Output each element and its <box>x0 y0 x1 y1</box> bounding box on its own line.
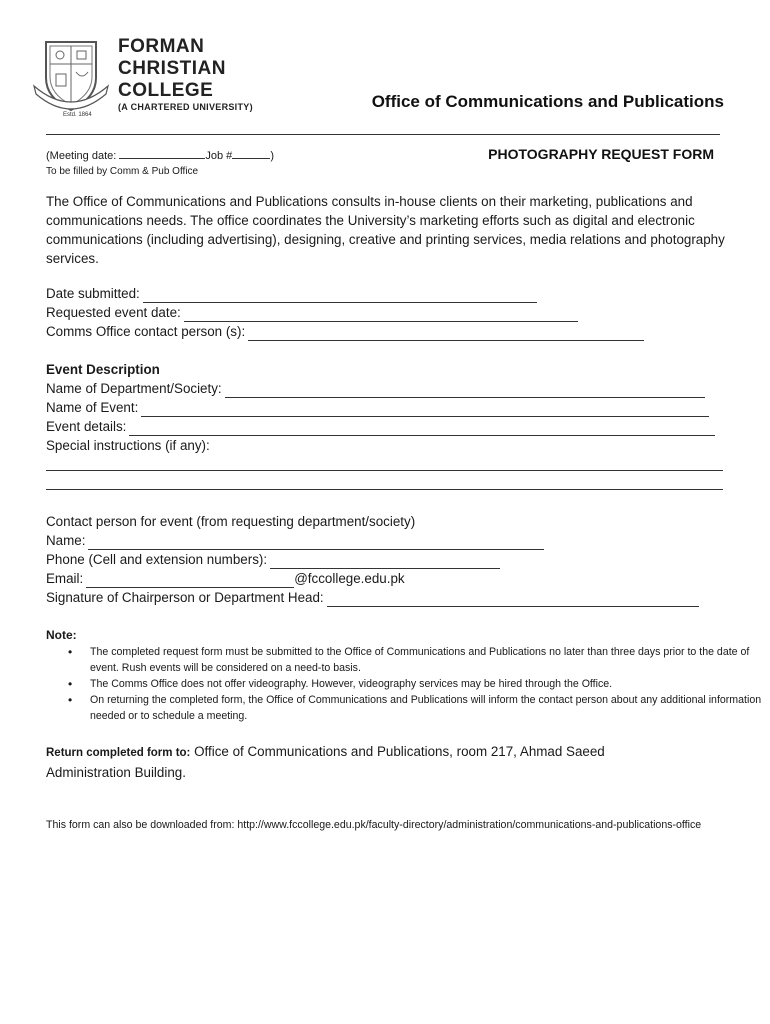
special-instructions-row: Special instructions (if any): <box>46 438 210 453</box>
date-submitted-row: Date submitted: <box>46 284 537 303</box>
department-field[interactable] <box>225 383 705 398</box>
requested-event-date-row: Requested event date: <box>46 303 578 322</box>
download-info: This form can also be downloaded from: http://www.fccollege.edu.pk/faculty-directory/administration/communications-and-publications-office <box>46 819 702 831</box>
job-number-field[interactable] <box>232 148 270 159</box>
date-submitted-field[interactable] <box>143 288 537 303</box>
office-title: Office of Communications and Publications <box>371 92 724 111</box>
special-instructions-line-2[interactable] <box>46 489 723 490</box>
college-logo <box>32 36 262 118</box>
contact-name-row: Name: <box>46 531 544 550</box>
department-row: Name of Department/Society: <box>46 379 705 398</box>
contact-email-row: Email: @fccollege.edu.pk <box>46 571 405 586</box>
meeting-date-field[interactable] <box>119 148 205 159</box>
return-instructions: Return completed form to: Office of Communications and Publications, room 217, Ahmad Saeed Administration Building. <box>46 744 605 780</box>
comms-contact-row: Comms Office contact person (s): <box>46 322 644 341</box>
note-heading: Note: <box>46 628 77 642</box>
requested-event-date-field[interactable] <box>184 307 578 322</box>
form-title: PHOTOGRAPHY REQUEST FORM <box>488 146 714 162</box>
college-crest-icon <box>32 36 110 118</box>
intro-paragraph: The Office of Communications and Publications consults in-house clients on their marketing, publications and communications needs. The office coordinates the University’s marketing efforts such as digital and electronic communications (including advertising), designing, creative and printing services, media relations and photography services. <box>46 194 725 266</box>
signature-field[interactable] <box>327 592 699 607</box>
event-name-field[interactable] <box>141 402 709 417</box>
header-divider <box>46 134 720 135</box>
contact-heading: Contact person for event (from requesting department/society) <box>46 514 416 529</box>
contact-email-field[interactable] <box>86 573 294 588</box>
list-item: • On returning the completed form, the Office of Communications and Publications will inform the contact person about any additional information needed or to schedule a meeting. <box>90 692 770 724</box>
event-description-heading: Event Description <box>46 362 160 377</box>
contact-phone-field[interactable] <box>270 554 500 569</box>
svg-text:Estd. 1864: Estd. 1864 <box>63 112 92 118</box>
event-details-row: Event details: <box>46 417 715 436</box>
event-name-row: Name of Event: <box>46 398 709 417</box>
special-instructions-line-1[interactable] <box>46 470 723 471</box>
event-details-field[interactable] <box>129 421 715 436</box>
contact-phone-row: Phone (Cell and extension numbers): <box>46 550 500 569</box>
chartered-tagline: (A CHARTERED UNIVERSITY) <box>118 102 253 112</box>
meeting-info: (Meeting date: Job # ) <box>46 150 274 162</box>
note-list <box>46 644 770 724</box>
filled-by-note: To be filled by Comm & Pub Office <box>46 166 199 177</box>
signature-row: Signature of Chairperson or Department Head: <box>46 588 699 607</box>
college-name: FORMAN CHRISTIAN COLLEGE <box>118 36 226 101</box>
list-item: • The Comms Office does not offer videography. However, videography services may be hired through the Office. <box>90 676 770 692</box>
comms-contact-field[interactable] <box>248 326 644 341</box>
list-item: • The completed request form must be submitted to the Office of Communications and Publications no later than three days prior to the date of event. Rush events will be considered on a need-to basis. <box>90 644 770 676</box>
contact-name-field[interactable] <box>88 535 544 550</box>
